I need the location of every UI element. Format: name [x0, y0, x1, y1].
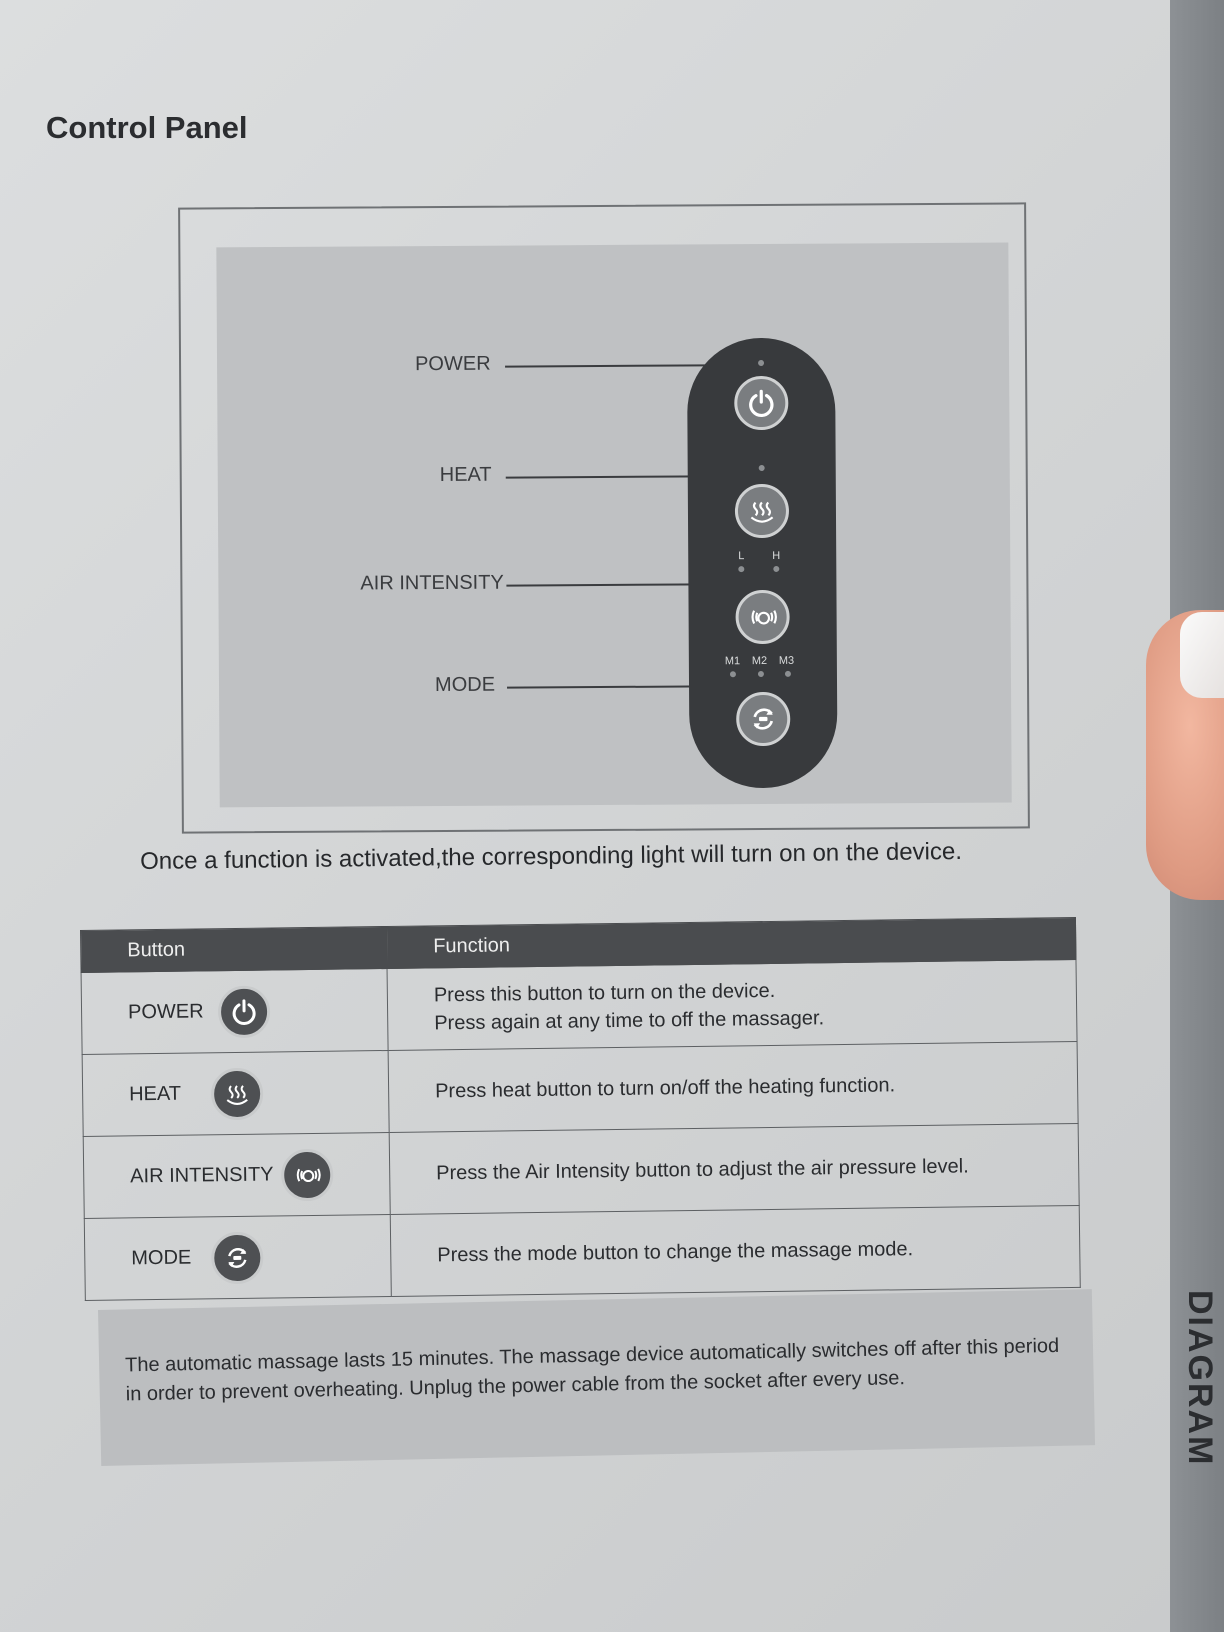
button-cell-content [131, 1229, 391, 1284]
mode-1-light [730, 671, 736, 677]
air-intensity-icon [746, 600, 780, 634]
function-line: Press again at any time to off the massager. [434, 1006, 825, 1034]
page-title: Control Panel [46, 110, 248, 145]
callout-heat: HEAT [439, 463, 492, 487]
leader-line-mode [507, 685, 707, 688]
mode-icon [211, 1231, 264, 1284]
mode-3-label: M3 [778, 654, 795, 667]
function-line: Press this button to turn on the device. [433, 979, 776, 1006]
device-heat-button [735, 484, 789, 538]
heat-indicator-light [759, 465, 765, 471]
button-cell-content [130, 1147, 390, 1202]
mode-2-label: M2 [751, 655, 768, 668]
power-icon [744, 386, 778, 420]
air-intensity-icon [281, 1148, 334, 1201]
button-cell [83, 1132, 390, 1218]
table-row-heat [82, 1041, 1078, 1136]
heat-high-light [773, 566, 779, 572]
mode-2-light [758, 671, 764, 677]
function-cell [390, 1205, 1080, 1296]
function-line: Press the mode button to change the massage mode. [437, 1237, 914, 1266]
function-line: Press the Air Intensity button to adjust the air pressure level. [436, 1154, 969, 1184]
leader-line-power [505, 364, 705, 367]
table-row-air-intensity [83, 1123, 1079, 1218]
power-icon [217, 985, 270, 1038]
device-mode-button [736, 692, 790, 746]
table-row-power [81, 959, 1077, 1054]
function-line: Press heat button to turn on/off the heating function. [434, 1073, 896, 1102]
heat-icon [745, 494, 779, 528]
button-cell-content [128, 983, 388, 1038]
button-name: HEAT [129, 1082, 182, 1106]
button-name: POWER [127, 1000, 204, 1024]
auto-off-text: The automatic massage lasts 15 minutes. The massage device automatically switches off after this period in order to prevent overheating. Unplug the power cable from the socket after every use. [124, 1334, 1060, 1406]
callout-power: POWER [414, 352, 491, 376]
callout-air-intensity: AIR INTENSITY [360, 571, 504, 595]
heat-low-light [738, 566, 744, 572]
heat-icon [211, 1067, 264, 1120]
activation-note: Once a function is activated,the corresponding light will turn on on the device. [140, 837, 963, 875]
function-table [80, 917, 1081, 1301]
function-cell [387, 959, 1077, 1050]
table-row-mode [84, 1205, 1080, 1300]
side-page-heading: DIAGRAM [1181, 1290, 1219, 1467]
callout-mode: MODE [434, 673, 496, 697]
header-button: Button [81, 926, 388, 972]
device-remote [687, 338, 838, 789]
mode-1-label: M1 [724, 655, 741, 668]
heat-high-label: H [772, 549, 781, 562]
leader-line-heat [506, 475, 706, 478]
diagram-background [216, 243, 1011, 808]
function-cell [388, 1041, 1078, 1132]
auto-off-notice [98, 1289, 1095, 1466]
button-name: MODE [131, 1246, 192, 1270]
device-power-button [734, 376, 788, 430]
button-cell-content [129, 1065, 389, 1120]
leader-line-air-intensity [506, 583, 706, 586]
heat-low-label: L [738, 550, 745, 563]
button-cell [81, 968, 388, 1054]
mode-icon [746, 702, 780, 736]
button-name: AIR INTENSITY [130, 1163, 274, 1188]
header-function: Function [386, 917, 1075, 968]
control-panel-diagram [178, 202, 1030, 833]
mode-3-light [785, 671, 791, 677]
button-cell [84, 1214, 391, 1300]
power-indicator-light [758, 360, 764, 366]
function-cell [389, 1123, 1079, 1214]
button-cell [82, 1050, 389, 1136]
device-air-intensity-button [735, 590, 789, 644]
fingernail [1180, 612, 1224, 698]
